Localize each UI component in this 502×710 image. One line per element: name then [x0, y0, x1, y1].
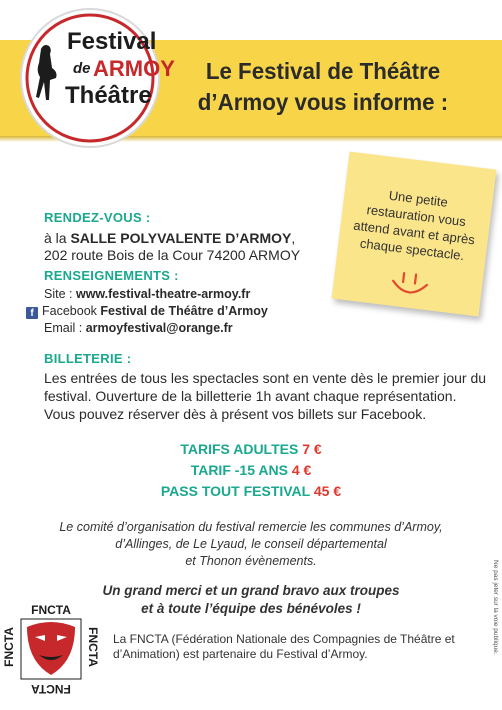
- headline: [155, 56, 491, 118]
- renseignements-label: RENSEIGNEMENTS :: [44, 268, 179, 283]
- tarif-pass: [0, 482, 502, 501]
- festival-logo: [19, 7, 175, 149]
- fncta-partner-text: La FNCTA (Fédération Nationale des Compagnies de Théâtre et d’Animation) est partenaire du Festival d’Armoy.: [113, 632, 455, 661]
- rendezvous-line1: [44, 230, 295, 247]
- rendezvous-suffix: ,: [291, 230, 296, 246]
- site-prefix: Site :: [44, 287, 76, 301]
- logo-armoy: ARMOY: [93, 56, 175, 81]
- sticky-note-text: Une petite restauration vous attend avant et après chaque spectacle.: [352, 187, 476, 264]
- tarif-enfants-price: 4 €: [291, 462, 312, 478]
- legal-note-text: Ne pas jeter sur la voie publique.: [492, 560, 499, 655]
- vertical-legal-note: [488, 560, 502, 690]
- billeterie-label: BILLETERIE :: [44, 351, 132, 366]
- facebook-link[interactable]: Festival de Théâtre d’Armoy: [100, 304, 268, 318]
- tarif-enfants: [0, 461, 502, 480]
- billeterie-text: Les entrées de tous les spectacles sont en vente dès le premier jour du festival. Ouverture de la billetterie 1h avant chaque représentation. Vous pouvez réserver dès à présent vos billets sur Facebook.: [44, 370, 487, 422]
- tarif-adultes-label: TARIFS ADULTES: [180, 441, 303, 457]
- sticky-note: [332, 152, 497, 317]
- headline-line1: Le Festival de Théâtre: [205, 58, 441, 84]
- fncta-logo: [2, 603, 100, 696]
- fncta-logo-right: FNCTA: [86, 627, 100, 667]
- merci-line1: Un grand merci et un grand bravo aux troupes: [102, 583, 400, 598]
- tarif-enfants-label: TARIF -15 ANS: [190, 462, 292, 478]
- remerciements-line2: d’Allinges, de Le Lyaud, le conseil départemental: [115, 537, 387, 551]
- fncta-logo-bottom: FNCTA: [31, 682, 71, 696]
- smiley-icon: [389, 270, 432, 299]
- email-line: [44, 320, 233, 337]
- site-link[interactable]: www.festival-theatre-armoy.fr: [75, 287, 251, 301]
- tarif-pass-price: 45 €: [313, 483, 342, 499]
- facebook-icon[interactable]: f: [26, 307, 38, 319]
- remerciements-line3: et Thonon évènements.: [185, 554, 317, 568]
- rendezvous-prefix: à la: [44, 230, 71, 246]
- tarif-pass-label: PASS TOUT FESTIVAL: [160, 483, 314, 499]
- merci-line2: et à toute l’équipe des bénévoles !: [141, 601, 361, 616]
- logo-theatre: Théâtre: [65, 82, 152, 109]
- facebook-prefix: Facebook: [42, 304, 101, 318]
- rendezvous-label: RENDEZ-VOUS :: [44, 210, 151, 225]
- remerciements-line1: Le comité d’organisation du festival remercie les communes d’Armoy,: [59, 520, 443, 534]
- site-line: [44, 286, 250, 303]
- logo-festival: Festival: [67, 28, 157, 55]
- fncta-logo-top: FNCTA: [31, 603, 71, 617]
- headline-line2: d’Armoy vous informe :: [197, 89, 449, 115]
- email-link[interactable]: armoyfestival@orange.fr: [85, 321, 233, 335]
- facebook-line: [26, 303, 268, 320]
- tarif-adultes: [0, 440, 502, 459]
- email-prefix: Email :: [44, 321, 86, 335]
- rendezvous-address: 202 route Bois de la Cour 74200 ARMOY: [44, 247, 301, 263]
- logo-de: de: [73, 60, 91, 77]
- rendezvous-venue: SALLE POLYVALENTE D’ARMOY: [70, 230, 292, 246]
- tarif-adultes-price: 7 €: [302, 441, 322, 457]
- fncta-logo-left: FNCTA: [2, 627, 16, 667]
